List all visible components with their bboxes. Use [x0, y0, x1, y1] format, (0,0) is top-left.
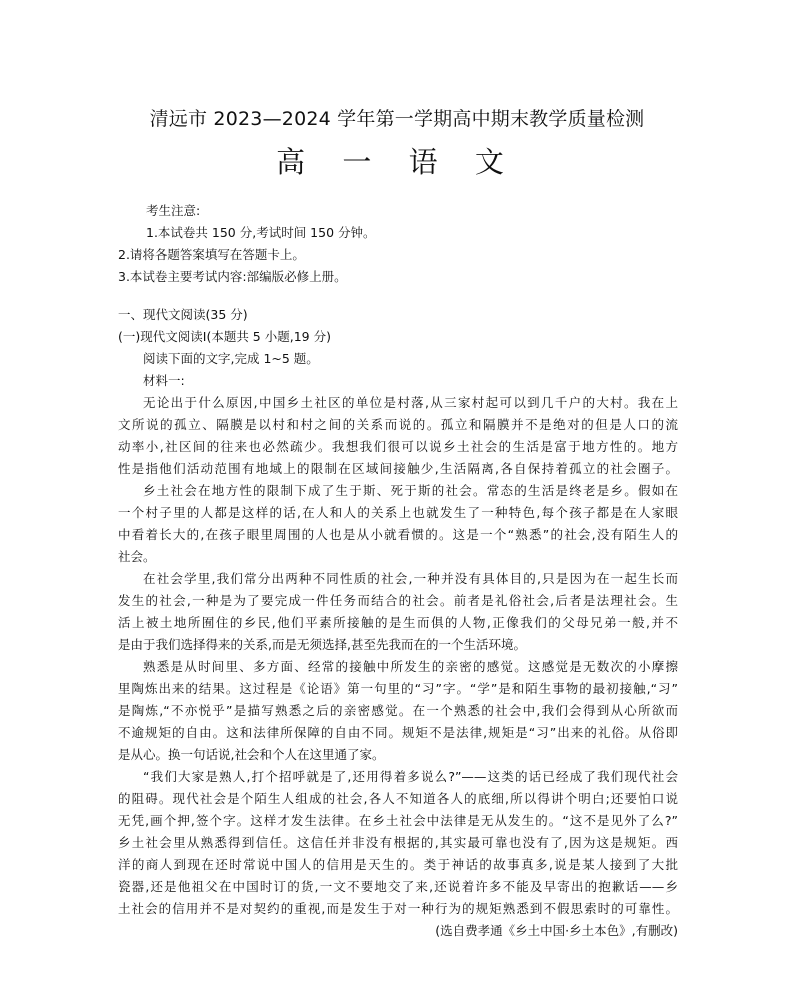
text-line: 不逾规矩的自由。这和法律所保障的自由不同。规矩不是法律,规矩是“习”出来的礼俗。从俗即 [118, 725, 678, 740]
text-line: 一个村子里的人都是这样的话,在人和人的关系上也就发生了一种特色,每个孩子都是在人家眼 [118, 505, 678, 520]
notice-item: 1.本试卷共 150 分,考试时间 150 分钟。 [146, 225, 376, 240]
exam-title: 清远市 2023—2024 学年第一学期高中期末教学质量检测 [149, 108, 645, 130]
text-line: 土社会的信用并不是对契约的重视,而是发生于对一种行为的规矩熟悉到不假思索时的可靠性。 [118, 901, 678, 916]
reading-section [118, 304, 678, 942]
text-line: 无论出于什么原因,中国乡土社区的单位是村落,从三家村起可以到几千户的大村。我在上 [143, 395, 678, 410]
section-subheading: (一)现代文阅读Ⅰ(本题共 5 小题,19 分) [118, 329, 331, 344]
text-line: 动率小,社区间的往来也必然疏少。我想我们很可以说乡土社会的生活是富于地方性的。地方 [118, 439, 678, 454]
notice-item: 3.本试卷主要考试内容:部编版必修上册。 [118, 269, 347, 284]
text-line: 乡土社会里从熟悉得到信任。这信任并非没有根据的,其实最可靠也没有了,因为这是规矩。西 [118, 835, 678, 850]
instruction-text: 阅读下面的文字,完成 1~5 题。 [143, 351, 319, 366]
text-line: 在社会学里,我们常分出两种不同性质的社会,一种并没有具体目的,只是因为在一起生长而 [143, 571, 678, 586]
paragraph [118, 568, 678, 656]
text-line: 瓷器,还是他祖父在中国时订的货,一文不要地交了来,还说着许多不能及早寄出的抱歉话——乡 [118, 879, 678, 894]
text-line: 是由于我们选择得来的关系,而是无须选择,甚至先我而在的一个生活环境。 [118, 637, 526, 652]
notice-heading: 考生注意: [146, 203, 201, 218]
text-line: 洋的商人到现在还时常说中国人的信用是天生的。类于神话的故事真多,说是某人接到了大批 [118, 857, 678, 872]
text-line: “我们大家是熟人,打个招呼就是了,还用得着多说么?”——这类的话已经成了我们现代社会 [143, 769, 678, 784]
subject-title: 高 一 语 文 [276, 145, 518, 179]
text-line: 发生的社会,一种是为了要完成一件任务而结合的社会。前者是礼俗社会,后者是法理社会。生 [118, 593, 678, 608]
paragraph [118, 766, 678, 920]
text-line: 是从心。换一句话说,社会和个人在这里通了家。 [118, 747, 385, 762]
text-line: 活上被土地所囿住的乡民,他们平素所接触的是生而俱的人物,正像我们的父母兄弟一般,并不 [118, 615, 678, 630]
text-line: 的阻碍。现代社会是个陌生人组成的社会,各人不知道各人的底细,所以得讲个明白;还要怕口说 [118, 791, 678, 806]
text-line: 文所说的孤立、隔膜是以村和村之间的关系而说的。孤立和隔膜并不是绝对的但是人口的流 [118, 417, 678, 432]
text-line: 社会。 [118, 549, 156, 564]
text-line: 中看着长大的,在孩子眼里周围的人也是从小就看惯的。这是一个“熟悉”的社会,没有陌生人的 [118, 527, 678, 542]
paragraph [118, 656, 678, 766]
paragraph [118, 392, 678, 480]
section-heading: 一、现代文阅读(35 分) [118, 307, 248, 322]
text-line: 性是指他们活动范围有地域上的限制在区域间接触少,生活隔离,各自保持着孤立的社会圈子。 [118, 461, 678, 476]
text-line: 里陶炼出来的结果。这过程是《论语》第一句里的“习”字。“学”是和陌生事物的最初接触,“习” [118, 681, 678, 696]
notice-item: 2.请将各题答案填写在答题卡上。 [118, 247, 305, 262]
source-citation: (选自费孝通《乡土中国·乡土本色》,有删改) [435, 923, 678, 938]
paragraph [118, 480, 678, 568]
text-line: 熟悉是从时间里、多方面、经常的接触中所发生的亲密的感觉。这感觉是无数次的小摩擦 [143, 659, 678, 674]
material-label: 材料一: [143, 373, 185, 388]
text-line: 乡土社会在地方性的限制下成了生于斯、死于斯的社会。常态的生活是终老是乡。假如在 [143, 483, 678, 498]
text-line: 无凭,画个押,签个字。这样才发生法律。在乡土社会中法律是无从发生的。“这不是见外了么?” [118, 813, 678, 828]
exam-notice [118, 200, 718, 288]
text-line: 是陶炼,“不亦悦乎”是描写熟悉之后的亲密感觉。在一个熟悉的社会中,我们会得到从心所欲而 [118, 703, 678, 718]
